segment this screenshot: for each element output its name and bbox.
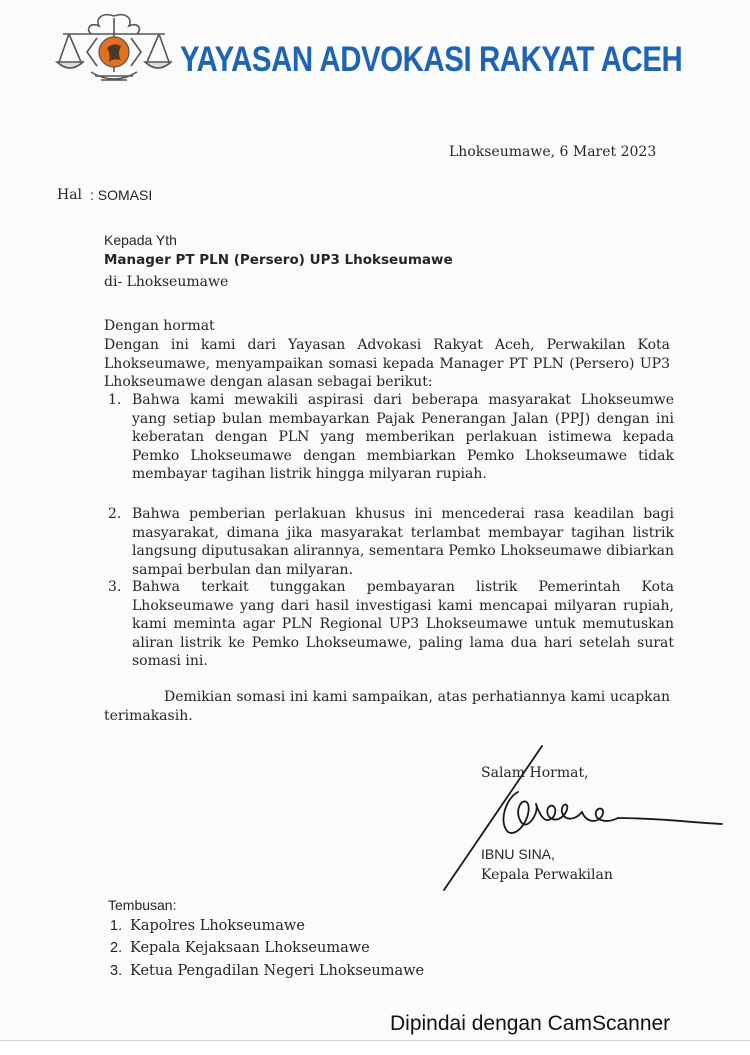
- signer-position: Kepala Perwakilan: [481, 867, 613, 883]
- intro-paragraph: Dengan ini kami dari Yayasan Advokasi Rakyat Aceh, Perwakilan Kota Lhokseumawe, menyampaikan somasi kepada Manager PT PLN (Persero) UP3 Lhokseumawe dengan alasan sebagai berikut:: [104, 337, 670, 390]
- greeting: Dengan hormat: [104, 318, 215, 334]
- tembusan-item: [110, 940, 370, 956]
- list-item-text: Bahwa kami mewakili aspirasi dari beberapa masyarakat Lhokseumwe yang setiap bulan membayarkan Pajak Penerangan Jalan (PPJ) dengan ini keberatan dengan PLN yang memberikan perlakuan istimewa kepada Pemko Lhokseumawe dengan membiarkan Pemko Lhokseumawe tidak membayar tagihan listrik hingga milyaran rupiah.: [132, 392, 674, 482]
- salam-hormat: Salam Hormat,: [481, 765, 589, 781]
- tembusan-text: Kepala Kejaksaan Lhokseumawe: [130, 940, 370, 956]
- list-item-text: Bahwa terkait tunggakan pembayaran listrik Pemerintah Kota Lhokseumawe yang dari hasil investigasi kami mencapai milyaran rupiah, kami meminta agar PLN Regional UP3 Lhokseumawe untuk memutuskan aliran listrik ke Pemko Lhokseumawe, paling lama dua hari setelah surat somasi ini.: [132, 579, 674, 669]
- tembusan-number: 1.: [110, 918, 123, 934]
- list-item-number: 1.: [108, 392, 122, 408]
- recipient-name: Manager PT PLN (Persero) UP3 Lhokseumawe: [104, 252, 453, 268]
- subject-label: Hal: [57, 187, 83, 203]
- tembusan-text: Kapolres Lhokseumawe: [130, 918, 305, 934]
- scales-of-justice-logo: [55, 8, 173, 88]
- tembusan-title: Tembusan:: [108, 897, 177, 913]
- tembusan-item: [110, 918, 305, 934]
- list-item-number: 3.: [108, 579, 122, 595]
- tembusan-item: [110, 963, 424, 979]
- organization-name: YAYASAN ADVOKASI RAKYAT ACEH: [180, 40, 683, 79]
- signer-name: IBNU SINA,: [481, 846, 555, 862]
- camscanner-watermark: Dipindai dengan CamScanner: [390, 1012, 671, 1035]
- letter-date: Lhokseumawe, 6 Maret 2023: [449, 144, 657, 160]
- tembusan-number: 3.: [110, 963, 123, 979]
- tembusan-text: Ketua Pengadilan Negeri Lhokseumawe: [130, 963, 425, 979]
- tembusan-number: 2.: [110, 940, 123, 956]
- subject-value: : SOMASI: [90, 187, 153, 203]
- list-item-text: Bahwa pemberian perlakuan khusus ini mencederai rasa keadilan bagi masyarakat, dimana jika masyarakat terlambat membayar tagihan listrik langsung diputusakan alirannya, sementara Pemko Lhokseumawe dibiarkan sampai berbulan dan milyaran.: [132, 506, 674, 578]
- recipient-salutation: Kepada Yth: [104, 232, 177, 248]
- closing-paragraph: Demikian somasi ini kami sampaikan, atas perhatiannya kami ucapkan terimakasih.: [104, 689, 670, 724]
- recipient-location: di- Lhokseumawe: [104, 274, 229, 290]
- list-item-number: 2.: [108, 506, 122, 522]
